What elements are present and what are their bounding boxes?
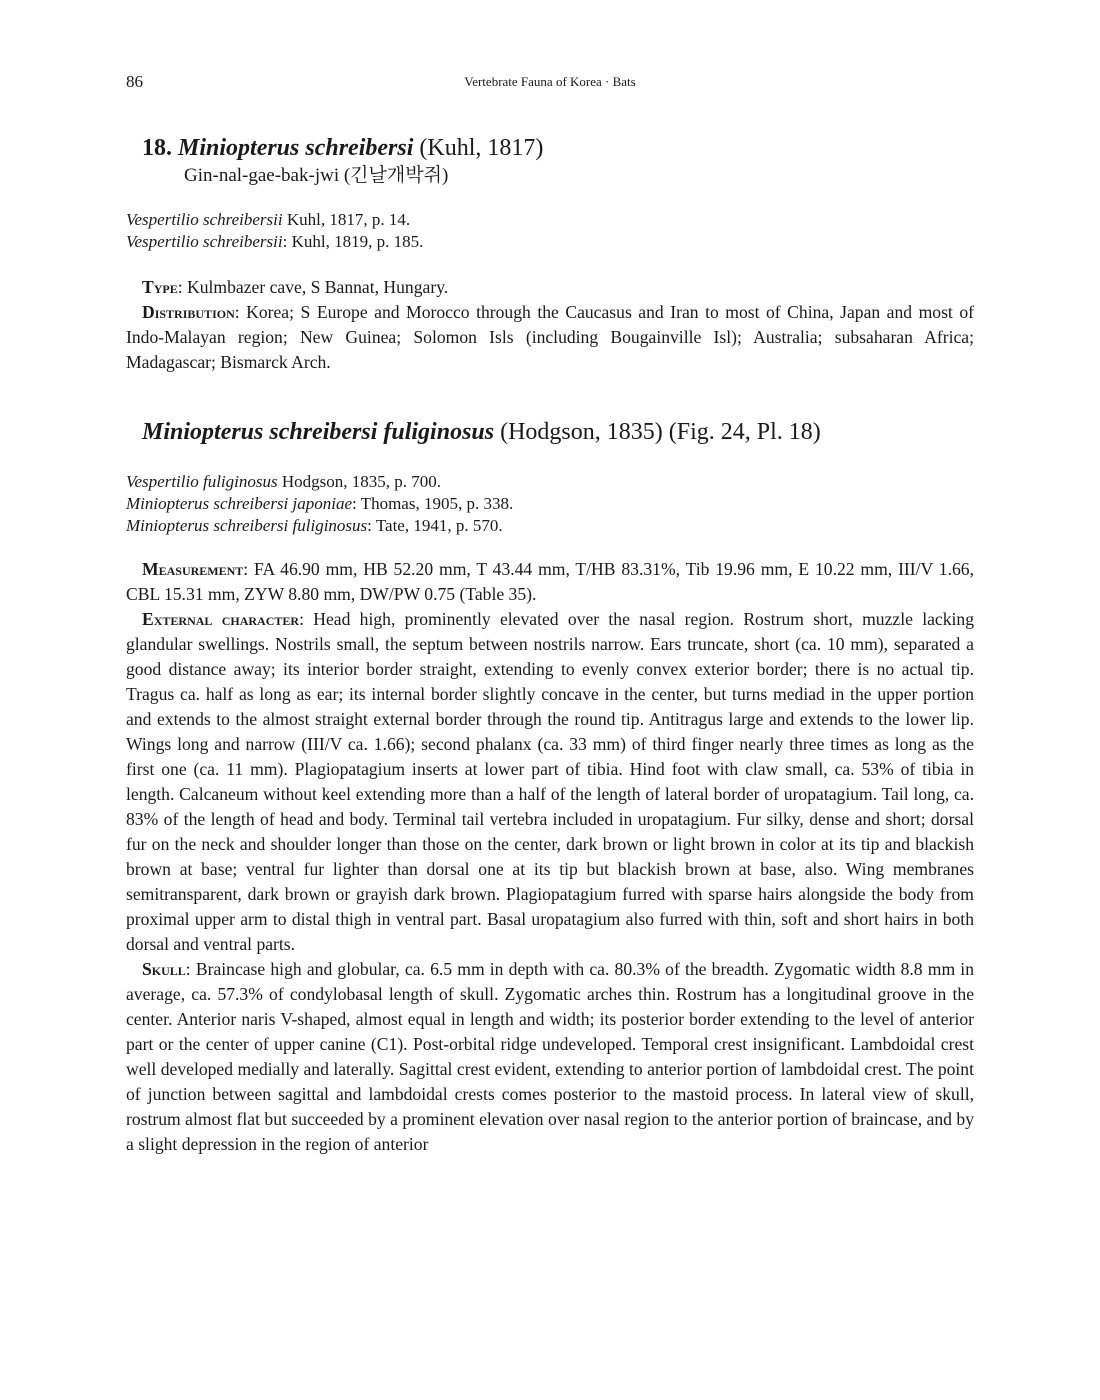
- measurement-text: : FA 46.90 mm, HB 52.20 mm, T 43.44 mm, T/HB 83.31%, Tib 19.96 mm, E 10.22 mm, III/V 1.66, CBL 15.31 mm, ZYW 8.80 mm, DW/PW 0.75 (Table 35).: [126, 559, 974, 604]
- external-character-label: External character: [142, 609, 300, 629]
- external-character-paragraph: [126, 607, 974, 957]
- synonym-name: Miniopterus schreibersi japoniae: [126, 494, 353, 513]
- type-paragraph: [126, 275, 974, 300]
- species-synonym-list: [126, 209, 974, 253]
- synonym-name: Miniopterus schreibersi fuliginosus: [126, 516, 368, 535]
- synonym-entry: [126, 209, 974, 231]
- skull-text: : Braincase high and globular, ca. 6.5 mm in depth with ca. 80.3% of the breadth. Zygomatic width 8.8 mm in average, ca. 57.3% of condylobasal length of skull. Zygomatic arches thin. Rostrum has a longitudinal groove in the center. Anterior naris V-shaped, almost equal in length and width; its posterior border extending to the level of anterior part or the center of upper canine (C1). Post-orbital ridge undeveloped. Temporal crest insignificant. Lambdoidal crest well developed medially and laterally. Sagittal crest evident, extending to anterior portion of lambdoidal crest. The point of junction between sagittal and lambdoidal crests comes posterior to the mastoid process. In lateral view of skull, rostrum almost flat but succeeded by a prominent elevation over nasal region to the anterior portion of braincase, and by a slight depression in the region of anterior: [126, 959, 974, 1154]
- synonym-citation: : Kuhl, 1819, p. 185.: [282, 232, 424, 251]
- document-page: [126, 72, 974, 1157]
- distribution-text: : Korea; S Europe and Morocco through the Caucasus and Iran to most of China, Japan and most of Indo-Malayan region; New Guinea; Solomon Isls (including Bougainville Isl); Australia; subsaharan Africa; Madagascar; Bismarck Arch.: [126, 302, 974, 372]
- species-authority: (Kuhl, 1817): [419, 135, 544, 161]
- subspecies-heading: [142, 417, 974, 447]
- running-title: Vertebrate Fauna of Korea · Bats: [464, 74, 636, 89]
- synonym-citation: Hodgson, 1835, p. 700.: [277, 472, 441, 491]
- species-common-name: Gin-nal-gae-bak-jwi (긴날개박쥐): [184, 165, 449, 186]
- skull-label: Skull: [142, 959, 186, 979]
- measurement-label: Measurement: [142, 559, 244, 579]
- skull-paragraph: [126, 957, 974, 1157]
- species-scientific-name: Miniopterus schreibersi: [178, 135, 414, 161]
- synonym-entry: [126, 515, 974, 537]
- page-number: 86: [126, 72, 143, 91]
- synonym-entry: [126, 471, 974, 493]
- synonym-citation: : Thomas, 1905, p. 338.: [352, 494, 514, 513]
- type-label: Type: [142, 277, 178, 297]
- distribution-label: Distribution: [142, 302, 235, 322]
- species-heading: [142, 133, 974, 163]
- species-number: 18.: [142, 135, 172, 161]
- subspecies-authority: (Hodgson, 1835) (Fig. 24, Pl. 18): [494, 419, 821, 445]
- external-character-text: : Head high, prominently elevated over the nasal region. Rostrum short, muzzle lacking glandular swellings. Nostrils small, the septum between nostrils narrow. Ears truncate, short (ca. 10 mm), separated a good distance away; its interior border straight, extending to evenly convex exterior border; there is no actual tip. Tragus ca. half as long as ear; its internal border slightly concave in the center, but turns mediad in the upper portion and extends to the almost straight external border through the round tip. Antitragus large and extends to the lower lip. Wings long and narrow (III/V ca. 1.66); second phalanx (ca. 33 mm) of third finger nearly three times as long as the first one (ca. 11 mm). Plagiopatagium inserts at lower part of tibia. Hind foot with claw small, ca. 53% of tibia in length. Calcaneum without keel extending more than a half of the length of lateral border of uropatagium. Tail long, ca. 83% of the length of head and body. Terminal tail vertebra included in uropatagium. Fur silky, dense and short; dorsal fur on the neck and shoulder longer than those on the center, dark brown or light brown in color at its tip and blackish brown at base; ventral fur lighter than dorsal one at its tip but blackish brown at base, also. Wing membranes semitransparent, dark brown or grayish dark brown. Plagiopatagium furred with sparse hairs alongside the body from proximal upper arm to distal thigh in ventral part. Basal uropatagium also furred with thin, soft and short hairs in both dorsal and ventral parts.: [126, 609, 974, 954]
- synonym-name: Vespertilio fuliginosus: [126, 472, 278, 491]
- species-fields: [126, 275, 974, 375]
- type-text: : Kulmbazer cave, S Bannat, Hungary.: [177, 277, 449, 297]
- subspecies-scientific-name: Miniopterus schreibersi fuliginosus: [142, 419, 495, 445]
- subspecies-fields: [126, 557, 974, 1157]
- measurement-paragraph: [126, 557, 974, 607]
- synonym-entry: [126, 493, 974, 515]
- synonym-name: Vespertilio schreibersii: [126, 210, 283, 229]
- running-header: [126, 72, 974, 100]
- distribution-paragraph: [126, 300, 974, 375]
- synonym-citation: : Tate, 1941, p. 570.: [367, 516, 503, 535]
- synonym-citation: Kuhl, 1817, p. 14.: [282, 210, 411, 229]
- subspecies-synonym-list: [126, 471, 974, 537]
- synonym-name: Vespertilio schreibersii: [126, 232, 283, 251]
- synonym-entry: [126, 231, 974, 253]
